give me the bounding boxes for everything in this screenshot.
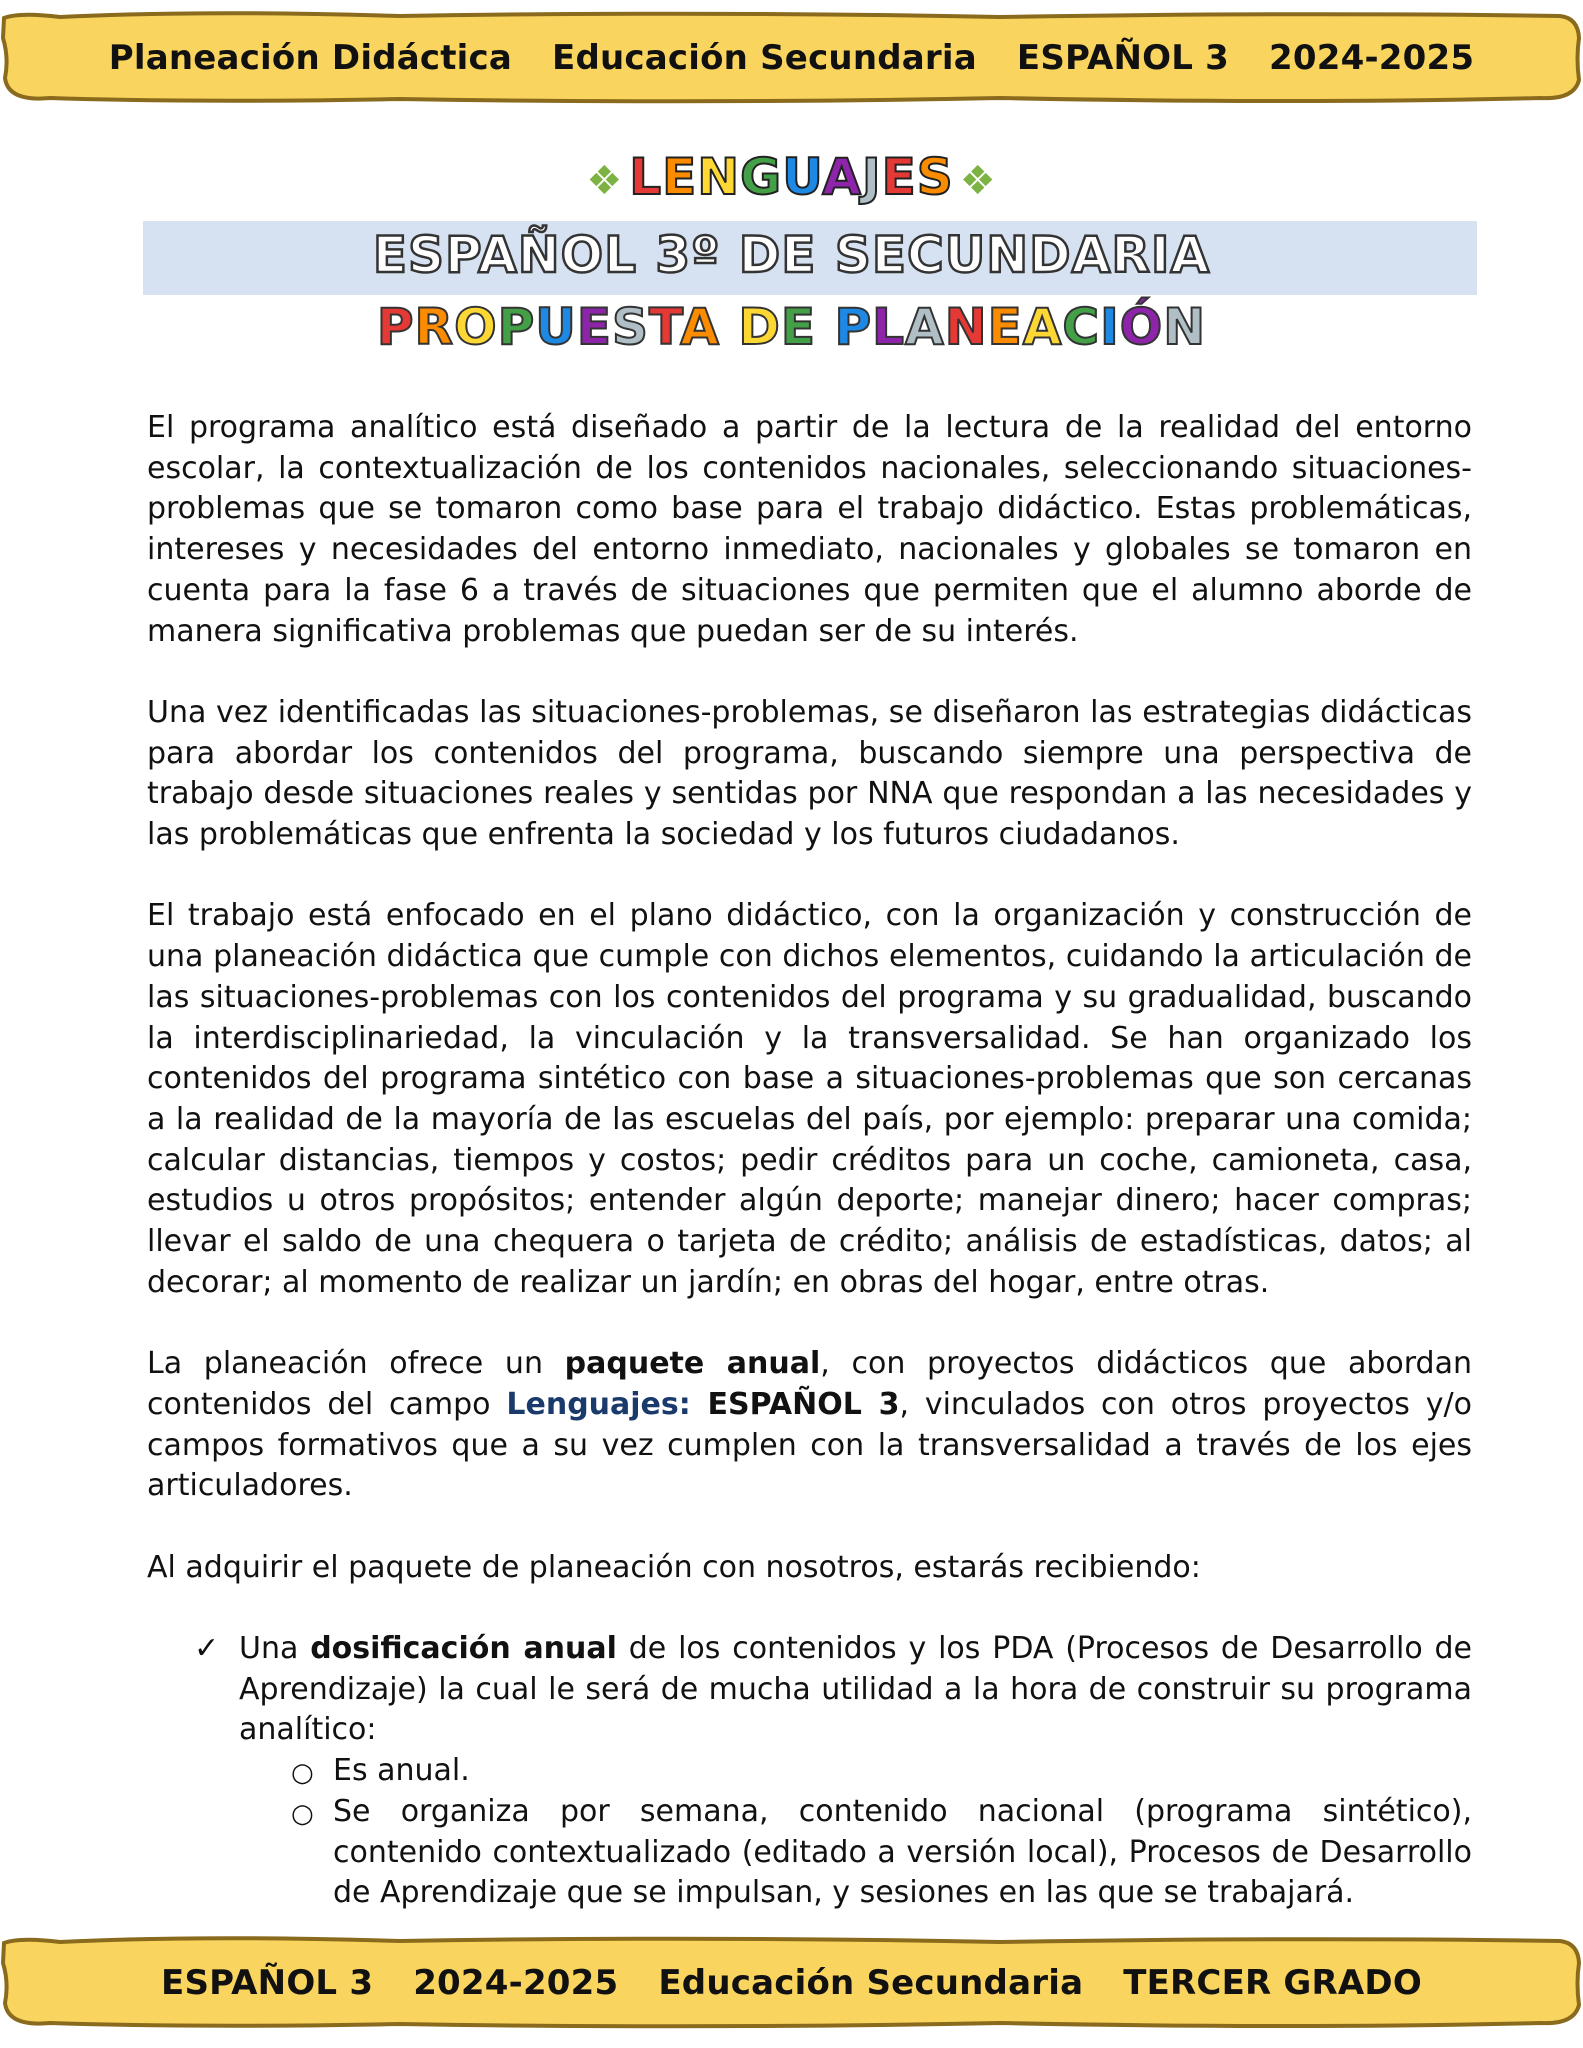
header-item-year: 2024-2025 bbox=[1269, 38, 1475, 78]
circle-bullet-icon: ○ bbox=[291, 1758, 314, 1789]
checklist bbox=[147, 1629, 1472, 1914]
sub-list-item: ○ Se organiza por semana, contenido nacional (programa sintético), contenido contextualizado (editado a versión local), Procesos de Desarrollo de Aprendizaje que se impulsan, y sesiones en las que se trabajará. bbox=[291, 1793, 1472, 1911]
checkmark-icon: ✓ bbox=[194, 1631, 220, 1667]
header-item-planeacion: Planeación Didáctica bbox=[108, 38, 513, 78]
lenguajes-highlight: Lenguajes: bbox=[506, 1386, 691, 1422]
header-banner bbox=[0, 8, 1583, 108]
paragraph-5: Al adquirir el paquete de planeación con nosotros, estarás recibiendo: bbox=[147, 1549, 1201, 1585]
footer-item-educacion: Educación Secundaria bbox=[658, 1963, 1084, 2003]
footer-item-grado: TERCER GRADO bbox=[1123, 1963, 1422, 2003]
title-espanol: ESPAÑOL 3º DE SECUNDARIA bbox=[372, 226, 1211, 284]
paquete-anual-bold: paquete anual bbox=[564, 1346, 821, 1382]
title-lenguajes-text: LENGUAJES bbox=[629, 148, 954, 206]
header-item-educacion: Educación Secundaria bbox=[552, 38, 977, 78]
paragraph-4: La planeación ofrece un paquete anual, con proyectos didácticos que abordan contenidos del campo Lenguajes: ESPAÑOL 3, vinculados con otros proyectos y/o campos formativos que a su vez cumplen con la transversalidad a través de los ejes articuladores. bbox=[147, 1346, 1473, 1504]
espanol-3-bold: ESPAÑOL 3 bbox=[690, 1386, 900, 1422]
footer-item-year: 2024-2025 bbox=[413, 1963, 619, 2003]
header-item-espanol: ESPAÑOL 3 bbox=[1016, 38, 1230, 78]
circle-bullet-icon: ○ bbox=[291, 1798, 314, 1829]
title-lenguajes bbox=[0, 148, 1583, 206]
body-content bbox=[147, 408, 1472, 1914]
sub-list bbox=[239, 1751, 1472, 1914]
flourish-left-icon: ❖ bbox=[586, 157, 624, 204]
footer-banner bbox=[0, 1933, 1583, 2033]
checklist-item: ✓ Una dosificación anual de los contenidos y los PDA (Procesos de Desarrollo de Aprendizaje) la cual le será de mucha utilidad a la hora de construir su programa analítico: ○ Es anual. ○ Se organiza por semana, contenido nacional (programa sintético), contenido contextualizado (editado a versión local), Procesos de Desarrollo de Aprendizaje que se impulsan, y sesiones en las que se trabajará. bbox=[239, 1629, 1472, 1914]
paragraph-2: Una vez identificadas las situaciones-problemas, se diseñaron las estrategias didácticas para abordar los contenidos del programa, buscando siempre una perspectiva de trabajo desde situaciones reales y sentidas por NNA que respondan a las necesidades y las problemáticas que enfrenta la sociedad y los futuros ciudadanos. bbox=[147, 694, 1472, 853]
dosificacion-anual-bold: dosificación anual bbox=[310, 1631, 617, 1667]
flourish-right-icon: ❖ bbox=[959, 157, 997, 204]
footer-item-espanol: ESPAÑOL 3 bbox=[161, 1963, 374, 2003]
paragraph-3: El trabajo está enfocado en el plano didáctico, con la organización y construcción de una planeación didáctica que cumple con dichos elementos, cuidando la articulación de las situaciones-problemas con los contenidos del programa y su gradualidad, buscando la interdisciplinariedad, la vinculación y la transversalidad. Se han organizado los contenidos del programa sintético con base a situaciones-problemas que son cercanas a la realidad de la mayoría de las escuelas del país, por ejemplo: preparar una comida; calcular distancias, tiempos y costos; pedir créditos para un coche, camioneta, casa, estudios u otros propósitos; entender algún deporte; manejar dinero; hacer compras; llevar el saldo de una chequera o tarjeta de crédito; análisis de estadísticas, datos; al decorar; al momento de realizar un jardín; en obras del hogar, entre otras. bbox=[147, 898, 1472, 1300]
sub-list-item: ○ Es anual. bbox=[333, 1751, 1472, 1792]
title-propuesta: PROPUESTA DE PLANEACIÓN bbox=[376, 298, 1207, 356]
paragraph-1: El programa analítico está diseñado a partir de la lectura de la realidad del entorno escolar, la contextualización de los contenidos nacionales, seleccionando situaciones-problemas que se tomaron como base para el trabajo didáctico. Estas problemáticas, intereses y necesidades del entorno inmediato, nacionales y globales se tomaron en cuenta para la fase 6 a través de situaciones que permiten que el alumno aborde de manera significativa problemas que puedan ser de su interés. bbox=[147, 410, 1472, 649]
